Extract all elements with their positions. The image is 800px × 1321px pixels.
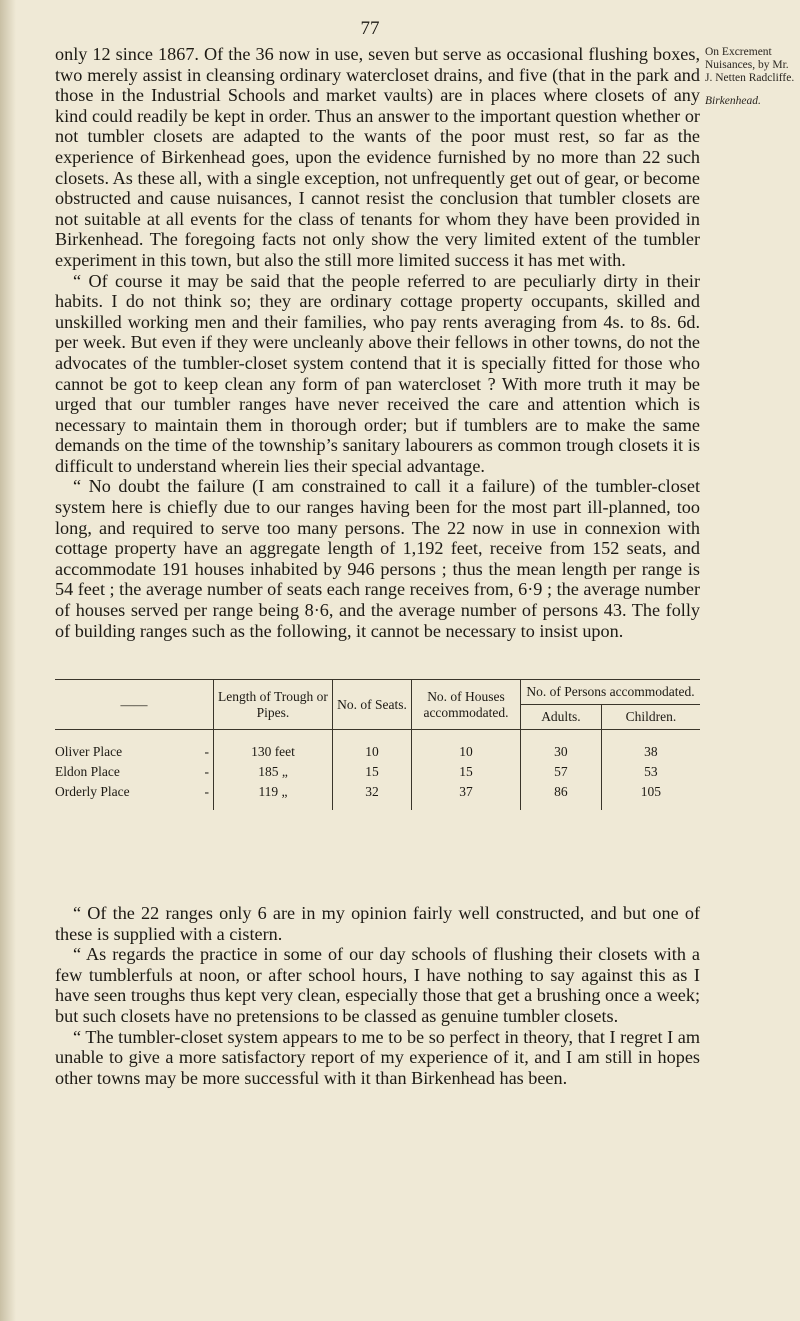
- row-adults: 57: [521, 762, 602, 782]
- row-place: Eldon Place -: [55, 764, 209, 779]
- header-adults: Adults.: [521, 705, 602, 730]
- page-edge-shadow: [0, 0, 16, 1321]
- row-houses: 37: [412, 782, 521, 810]
- paragraph: “ The tumbler-closet system appears to me to be so perfect in theory, that I regret I am unable to give a more satisfactory report of my experience of it, and I am still in hopes other towns may be more successful with it than Birkenhead has been.: [55, 1026, 700, 1088]
- margin-note: [705, 46, 797, 108]
- row-seats: 32: [333, 782, 412, 810]
- row-seats: 10: [333, 730, 412, 763]
- row-seats: 15: [333, 762, 412, 782]
- row-children: 53: [601, 762, 700, 782]
- row-length: 130 feet: [214, 730, 333, 763]
- paragraph: “ Of the 22 ranges only 6 are in my opinion fairly well constructed, and but one of these is supplied with a cistern.: [55, 903, 700, 944]
- row-houses: 10: [412, 730, 521, 763]
- header-seats: No. of Seats.: [333, 680, 412, 730]
- margin-note-title: On Excrement Nuisances, by Mr. J. Netten Radcliffe.: [705, 46, 795, 84]
- header-blank: ——: [55, 680, 214, 730]
- row-houses: 15: [412, 762, 521, 782]
- header-children: Children.: [601, 705, 700, 730]
- row-place: Oliver Place -: [55, 744, 209, 759]
- margin-note-place: Birkenhead.: [705, 95, 761, 107]
- row-place: Orderly Place -: [55, 784, 209, 799]
- table-row: [55, 730, 700, 763]
- page-number: 77: [360, 18, 380, 39]
- row-children: 105: [601, 782, 700, 810]
- header-houses: No. of Houses accommodated.: [412, 680, 521, 730]
- table-row: [55, 782, 700, 810]
- row-children: 38: [601, 730, 700, 763]
- row-adults: 86: [521, 782, 602, 810]
- paragraph: “ Of course it may be said that the people referred to are peculiarly dirty in their habits. I do not think so; they are ordinary cottage property occupants, skilled and unskilled working men and their families, who pay rents averaging from 4s. to 8s. 6d. per week. But even if they were uncleanly above their fellows in other towns, do not the advocates of the tumbler-closet system contend that it is specially fitted for those who cannot be got to keep clean any form of pan watercloset ? With more truth it may be urged that our tumbler ranges have never received the care and attention which is necessary to maintain them in thorough order; but if tumblers are to make the same demands on the time of the township’s sanitary labourers as common trough closets it is difficult to understand wherein lies their special advantage.: [55, 270, 700, 476]
- paragraph: only 12 since 1867. Of the 36 now in use, seven but serve as occasional flushing boxes, two merely assist in cleansing ordinary watercloset drains, and five (that in the park and those in the Industrial Schools and market vaults) are in places where closets of any kind could readily be kept in order. Thus an answer to the important question whether or not tumbler closets are adapted to the wants of the poor must rest, so far as the experience of Birkenhead goes, upon the evidence furnished by no more than 22 such closets. As these all, with a single exception, not unfrequently get out of gear, or become obstructed and cause nuisances, I cannot resist the conclusion that tumbler closets are not suitable at all events for the class of tenants for whom they have been provided in Birkenhead. The foregoing facts not only show the very limited extent of the tumbler experiment in this town, but also the still more limited success it has met with.: [55, 44, 700, 270]
- body-text: [55, 44, 700, 641]
- row-length: 185 „: [214, 762, 333, 782]
- ranges-table: [55, 679, 700, 810]
- row-length: 119 „: [214, 782, 333, 810]
- paragraph: “ No doubt the failure (I am constrained to call it a failure) of the tumbler-closet system here is chiefly due to our ranges having been for the most part ill-planned, too long, and required to serve too many persons. The 22 now in use in connexion with cottage property have an aggregate length of 1,192 feet, receive from 152 seats, and accommodate 191 houses inhabited by 946 persons ; thus the mean length per range is 54 feet ; the average number of seats each range receives from, 6·9 ; the average number of houses served per range being 8·6, and the average number of persons 43. The folly of building ranges such as the following, it cannot be necessary to insist upon.: [55, 476, 700, 641]
- paragraph: “ As regards the practice in some of our day schools of flushing their closets with a few tumblerfuls at noon, or after school hours, I have nothing to say against this as I have seen troughs thus kept very clean, especially those that get a brushing once a week; but such closets have no pretensions to be classed as genuine tumbler closets.: [55, 944, 700, 1026]
- table-row: [55, 762, 700, 782]
- header-persons: No. of Persons accommodated.: [521, 680, 701, 705]
- lower-text: [55, 903, 700, 1088]
- header-length: Length of Trough or Pipes.: [214, 680, 333, 730]
- row-adults: 30: [521, 730, 602, 763]
